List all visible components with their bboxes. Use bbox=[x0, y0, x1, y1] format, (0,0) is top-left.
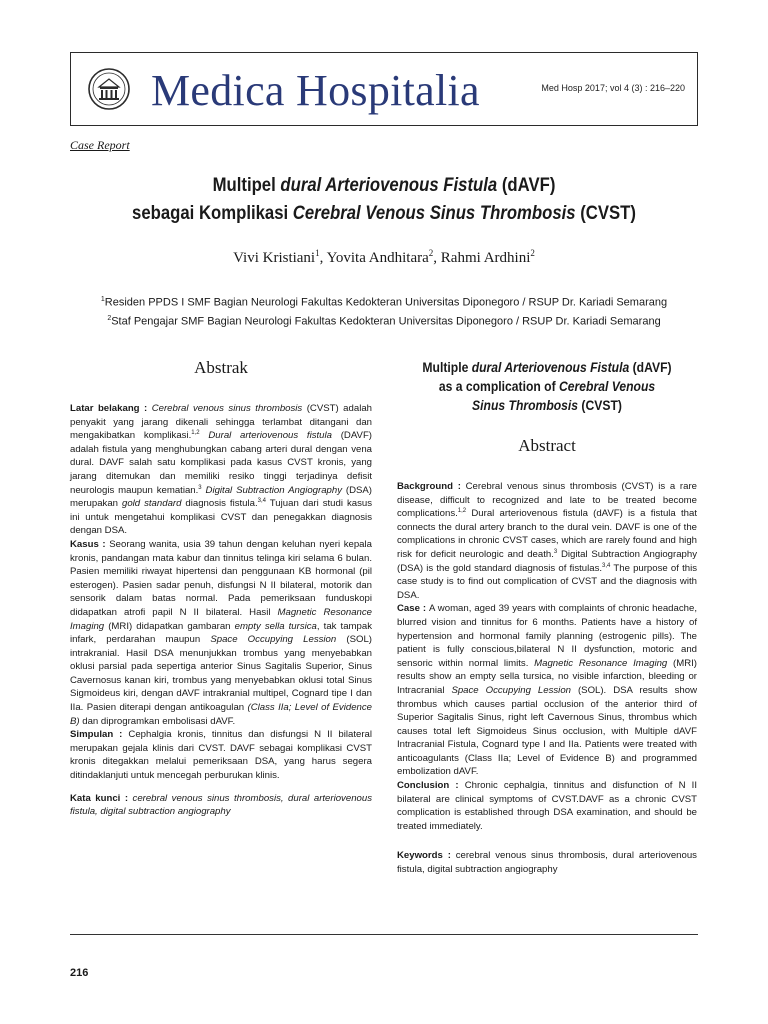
author-list: Vivi Kristiani$^1$, Yovita Andhitara$^2$, Rahmi Ardhini$^2$ bbox=[233, 248, 535, 266]
affiliation-line: $^1$Residen PPDS I SMF Bagian Neurologi Fakultas Kedokteran Universitas Diponegoro / RSUP Dr. Kariadi Semarang bbox=[100, 296, 668, 309]
article-title: Multipel dural Arteriovenous Fistula (dAVF) sebagai Komplikasi Cerebral Venous Sinus Thrombosis (CVST) bbox=[132, 175, 636, 224]
abstrak-body bbox=[70, 402, 372, 819]
english-title: Multiple dural Arteriovenous Fistula (dAVF) as a complication of Cerebral Venous Sinus Thrombosis (CVST) bbox=[422, 360, 672, 413]
affiliation-line: $^2$Staf Pengajar SMF Bagian Neurologi Fakultas Kedokteran Universitas Diponegoro / RSUP Dr. Kariadi Semarang bbox=[107, 314, 661, 328]
author-name: Rahmi Ardhini bbox=[440, 250, 531, 266]
journal-name: Medica Hospitalia bbox=[151, 66, 480, 115]
abstrak-conclusion: Simpulan : Cephalgia kronis, tinnitus dan disfungsi N II bilateral merupakan gejala klinis dari CVST. DAVF sebagai komplikasi CVST kronis ditegakkan melalui pemeriksaan DSA, yang harus segera ditindaklanjuti untuk mencegah perburukan klinis. bbox=[70, 729, 373, 782]
abstrak-heading: Abstrak bbox=[194, 358, 248, 377]
journal-masthead bbox=[70, 52, 698, 126]
author-name: Yovita Andhitara bbox=[326, 250, 429, 266]
abstract-background: Background : Cerebral venous sinus thrombosis (CVST) is a rare disease, difficult to recognized and late to be treated become complications.$^{1,2}$ Dural arteriovenous fistula (dAVF) is a fistula that connects the dural artery branch to the dural vein. DAVF is one of the complications in chronic CVST cases, which are rarely found and high risk for deficit neurologic and death.$^3$ Digital Subtraction Angiography (DSA) is the gold standard diagnosis of fistulas.$^{3,4}$ The purpose of this case study is to find out complication of CVST and the diagnosis with DSA. bbox=[397, 481, 697, 601]
footer-divider bbox=[70, 934, 698, 935]
abstrak-background: Latar belakang : Cerebral venous sinus thrombosis (CVST) adalah penyakit yang jarang dikenali sehingga terlambat ditangani dan mengakibatkan komplikasi.$^{1,2}$ Dural arteriovenous fistula (DAVF) adalah fistula yang menghubungkan cabang arteri dural dengan vena dural. DAVF salah satu komplikasi pada kasus CVST kronis, yang jarang ditemukan dan memiliki resiko tinggi terjadinya defisit neurologis maupun kematian.$^3$ Digital Subtraction Angiography (DSA) merupakan gold standard diagnosis fistula.$^{3,4}$ Tujuan dari studi kasus ini untuk mengetahui komplikasi CVST dan penegakkan diagnosis dengan DSA. bbox=[70, 403, 373, 537]
abstrak-keywords: Kata kunci : cerebral venous sinus thrombosis, dural arteriovenous fistula, digital subtraction angiography bbox=[70, 792, 372, 818]
abstract-case: Case : A woman, aged 39 years with complaints of chronic headache, blurred vision and tinnitus for 6 months. Patients have a history of hypertension and hormonal family planning (estrogenic pills). The patient is fully conscious,bilateral N II dysfunction, motoric and sensoric within normal limits. Magnetic Resonance Imaging (MRI) results show an empty sella tursica, no visible infarction, bleeding or Intracranial Space Occupying Lession (SOL). DSA results show thrombus which causes partial occlusion of the anterior third of Superior Sagitalis Sinus, right left Cavernous Sinus, thrombus which causes total left Sigmoideus Sinus occlusion, with Multiple dAVF Intracranial Fistula, Cognard type I and IIa. Patients were treated with anticoagulants (Class IIa; Level of Evidence B) and programmed embolization dAVF. bbox=[397, 603, 698, 778]
university-seal-icon bbox=[87, 67, 131, 111]
abstrak-case: Kasus : Seorang wanita, usia 39 tahun dengan keluhan nyeri kepala kronis, pandangan mata kabur dan tinnitus telinga kiri selama 6 bulan. Pasien memiliki riwayat hipertensi dan penggunaan KB hormonal (pil esterogen). Pasien sadar penuh, disfungsi N II bilateral, motorik dan sensorik dalam batas normal. Pada pemeriksaan funduskopi didapatkan atrofi papil N II bilateral. Hasil Magnetic Resonance Imaging (MRI) didapatkan gambaran empty sella tursica, tak tampak infark, perdarahan maupun Space Occupying Lession (SOL) intrakranial. Hasil DSA menunjukkan trombus yang menyebabkan oklusi parsial pada sepertiga anterior Sinus Sagitalis Superior, Sinus Cavernosus kanan kiri, trombus yang menyebabkan oklusi total Sinus Sigmoideus kiri, dengan dAVF intrakranial multipel, Cognard tipe I dan IIa. Pasien diterapi dengan antikoagulan (Class IIa; Level of Evidence B) dan diprogramkan embolisasi dAVF. bbox=[70, 538, 373, 727]
article-type: Case Report bbox=[70, 138, 130, 152]
affiliations bbox=[70, 292, 698, 329]
page-number: 216 bbox=[70, 967, 89, 979]
abstract-heading: Abstract bbox=[518, 436, 576, 455]
author-name: Vivi Kristiani bbox=[233, 250, 316, 266]
abstract-body bbox=[397, 480, 697, 877]
citation: Med Hosp 2017; vol 4 (3) : 216–220 bbox=[541, 83, 685, 93]
abstract-conclusion: Conclusion : Chronic cephalgia, tinnitus and disfunction of N II bilateral are clinical symptoms of CVST.DAVF as a chronic CVST complication is established through DSA examination, and should be treated immediately. bbox=[397, 780, 697, 832]
abstract-keywords: Keywords : cerebral venous sinus thrombosis, dural arteriovenous fistula, digital subtraction angiography bbox=[397, 850, 697, 876]
